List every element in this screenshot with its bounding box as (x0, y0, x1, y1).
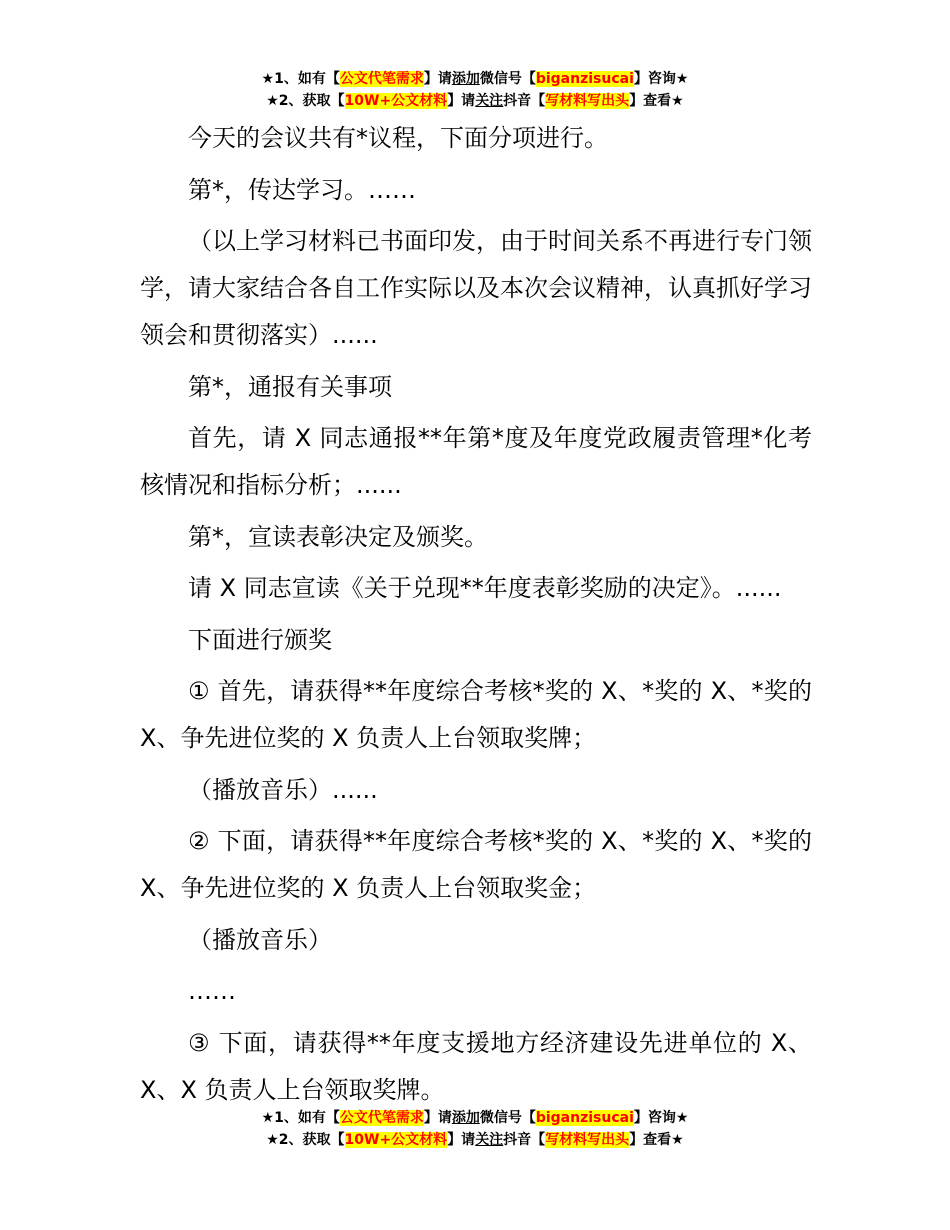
banner-wechat-id: biganzisucai (535, 1110, 634, 1126)
banner-text: 】请 (447, 93, 476, 109)
banner-text: 】请 (447, 1132, 476, 1148)
banner-line-2 (0, 90, 950, 112)
banner-underlined-text: 添加 (451, 1110, 480, 1126)
paragraph: 下面进行颁奖 (188, 625, 332, 654)
banner-wechat-id: biganzisucai (535, 71, 634, 87)
banner-underlined-text: 添加 (451, 71, 480, 87)
banner-underlined-text: 关注 (475, 1132, 504, 1148)
paragraph: 第*，宣读表彰决定及颁奖。 (188, 522, 488, 551)
document-body (140, 115, 812, 1118)
banner-text: 】咨询★ (633, 1110, 689, 1126)
banner-line-2 (0, 1129, 950, 1151)
banner-text: ★2、获取【 (266, 1132, 345, 1148)
banner-douyin-id: 写材料写出头 (545, 1132, 630, 1148)
banner-highlight: 10W+公文材料 (344, 93, 448, 109)
paragraph: ③ 下面，请获得**年度支援地方经济建设先进单位的 X、X、X 负责人上台领取奖牌。 (140, 1028, 812, 1104)
paragraph: （以上学习材料已书面印发，由于时间关系不再进行专门领学，请大家结合各自工作实际以及本次会议精神，认真抓好学习领会和贯彻落实）...... (140, 227, 812, 349)
banner-underlined-text: 关注 (475, 93, 504, 109)
banner-text: 】查看★ (629, 93, 684, 109)
banner-douyin-id: 写材料写出头 (545, 93, 630, 109)
paragraph: 第*，传达学习。…… (188, 175, 416, 204)
paragraph: ① 首先，请获得**年度综合考核*奖的 X、*奖的 X、*奖的 X、争先进位奖的 X 负责人上台领取奖牌； (140, 677, 812, 752)
paragraph: 请 X 同志宣读《关于兑现**年度表彰奖励的决定》。...... (188, 574, 782, 602)
paragraph: 首先，请 X 同志通报**年第*度及年度党政履责管理*化考核情况和指标分析；...... (140, 424, 812, 499)
banner-line-1 (0, 1107, 950, 1129)
banner-text: 】请 (423, 71, 452, 87)
footer-banner (0, 1107, 950, 1151)
banner-text: 】请 (423, 1110, 452, 1126)
banner-text: ★1、如有【 (261, 1110, 340, 1126)
paragraph: ② 下面，请获得**年度综合考核*奖的 X、*奖的 X、*奖的 X、争先进位奖的 X 负责人上台领取奖金； (140, 827, 812, 902)
banner-line-1 (0, 68, 950, 90)
banner-text: ★2、获取【 (266, 93, 345, 109)
paragraph: （播放音乐）...... (188, 775, 378, 804)
banner-text: 】查看★ (629, 1132, 684, 1148)
header-banner (0, 68, 950, 112)
banner-text: 微信号【 (479, 71, 536, 87)
paragraph: （播放音乐） (188, 925, 332, 954)
banner-text: 抖音【 (503, 1132, 546, 1148)
paragraph: 第*，通报有关事项 (188, 372, 392, 401)
banner-text: 微信号【 (479, 1110, 536, 1126)
paragraph: 今天的会议共有*议程，下面分项进行。 (188, 124, 608, 152)
banner-text: 】咨询★ (633, 71, 689, 87)
banner-highlight: 10W+公文材料 (344, 1132, 448, 1148)
banner-text: ★1、如有【 (261, 71, 340, 87)
banner-highlight: 公文代笔需求 (339, 1110, 424, 1126)
paragraph: …… (188, 977, 236, 1005)
banner-text: 抖音【 (503, 93, 546, 109)
banner-highlight: 公文代笔需求 (339, 71, 424, 87)
